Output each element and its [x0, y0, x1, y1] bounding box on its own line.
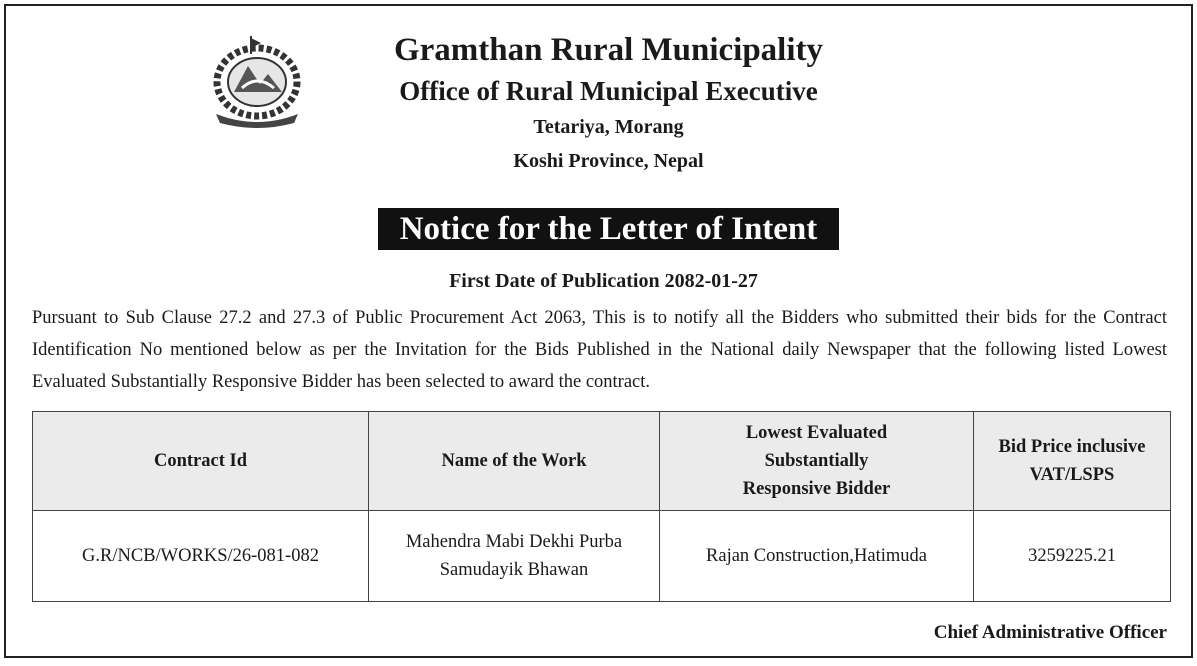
header-bidder-line-1: Lowest Evaluated [745, 423, 888, 443]
header-contract-id: Contract Id [33, 412, 369, 511]
municipality-name: Gramthan Rural Municipality [393, 32, 824, 68]
office-name: Office of Rural Municipal Executive [399, 76, 818, 106]
header-bidder-line-3: Responsive Bidder [742, 479, 891, 499]
cell-work [369, 511, 660, 602]
publication-date: First Date of Publication 2082-01-27 [449, 270, 758, 292]
notice-page [4, 4, 1193, 658]
header-price [974, 412, 1171, 511]
cell-bidder: Rajan Construction,Hatimuda [660, 511, 974, 602]
cell-contract-id: G.R/NCB/WORKS/26-081-082 [33, 511, 369, 602]
office-province: Koshi Province, Nepal [513, 150, 704, 172]
cell-work-line-2: Samudayik Bhawan [439, 560, 589, 580]
table-row [33, 511, 1171, 602]
notice-body: Pursuant to Sub Clause 27.2 and 27.3 of Public Procurement Act 2063, This is to notify all the Bidders who submitted their bids for the Contract Identification No mentioned below as per the Invitation for the Bids Published in the National daily Newspaper that the following listed Lowest Evaluated Substantially Responsive Bidder has been selected to award the contract. [32, 308, 1167, 392]
office-location: Tetariya, Morang [533, 116, 684, 138]
cell-price: 3259225.21 [974, 511, 1171, 602]
header-price-line-1: Bid Price inclusive [998, 437, 1146, 457]
cell-work-line-1: Mahendra Mabi Dekhi Purba [405, 532, 623, 552]
table-header-row [33, 412, 1171, 511]
header-bidder [660, 412, 974, 511]
header-price-line-2: VAT/LSPS [1029, 465, 1115, 485]
header-work: Name of the Work [369, 412, 660, 511]
notice-title: Notice for the Letter of Intent [378, 208, 840, 250]
letterhead [6, 28, 1191, 178]
header-bidder-line-2: Substantially [764, 451, 869, 471]
signature-title: Chief Administrative Officer [933, 622, 1167, 643]
award-table [32, 411, 1171, 602]
